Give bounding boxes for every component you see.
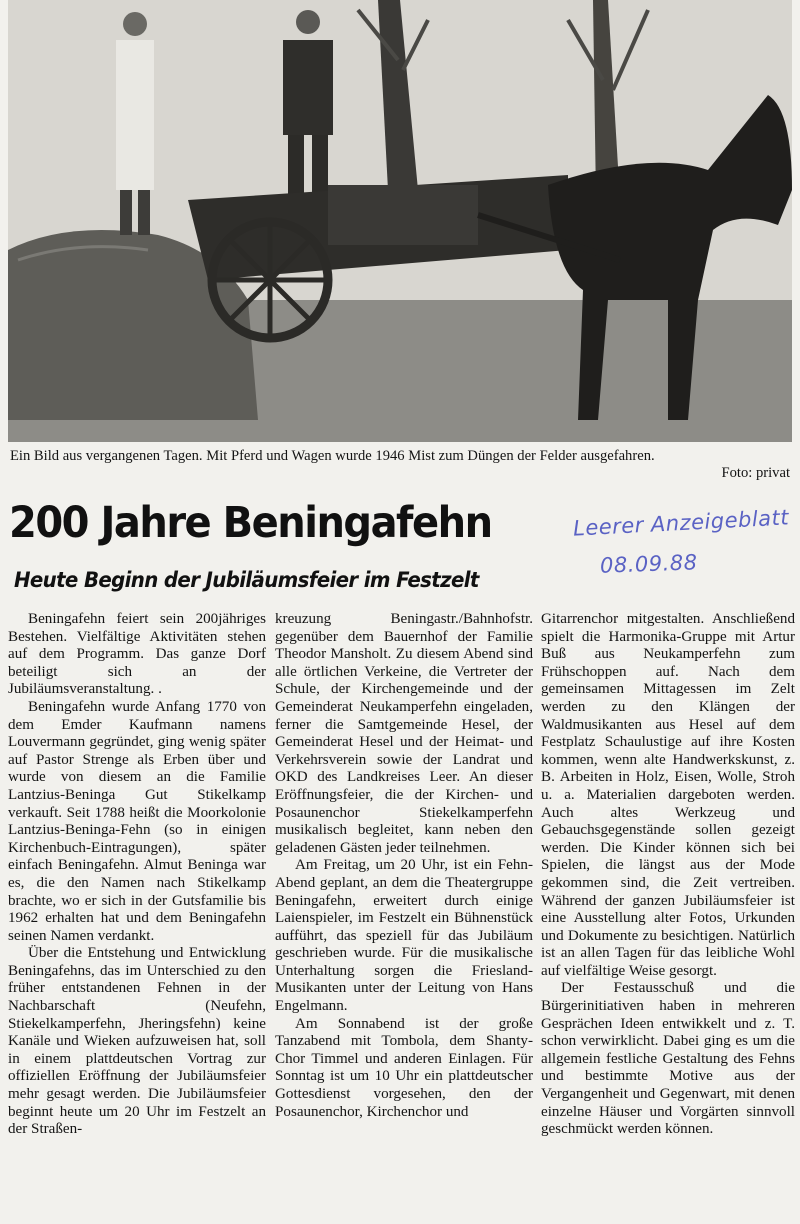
photo-credit: Foto: privat	[721, 465, 790, 481]
paragraph: Beningafehn feiert sein 200jähriges Bestehen. Vielfältige Aktivitäten stehen auf dem Programm. Das ganze Dorf beteiligt sich an der Jubiläumsveranstaltung. .	[8, 611, 266, 698]
paragraph: Der Festausschuß und die Bürgerinitiativen haben in mehreren Gesprächen Ideen entwikkelt und z. T. schon verwirklicht. Dabei ging es um die allgemein festliche Gestaltung des Fehns und bestimmte Motive aus der Vergangenheit und Gegenwart, mit denen einzelne Häuser und Vorgärten sinnvoll geschmückt werden können.	[541, 980, 795, 1138]
article-title: 200 Jahre Beningafehn	[9, 498, 492, 548]
paragraph: Über die Entstehung und Entwicklung Beningafehns, das im Unterschied zu den früher entstandenen Fehnen in der Nachbarschaft (Neufehn, Stiekelkamperfehn, Jheringsfehn) keine Kanäle und Wieken aufzuweisen hat, soll in einem plattdeutschen Vortrag zur offiziellen Eröffnung der Jubiläumsfeier mehr gesagt werden. Die Jubiläumsfeier beginnt heute um 20 Uhr im Festzelt an der Straßen-	[8, 945, 266, 1138]
paragraph: Gitarrenchor mitgestalten. Anschließend spielt die Harmonika-Gruppe mit Artur Buß aus Neukamperfehn zum Frühschoppen auf. Nach dem gemeinsamen Mittagessen im Zelt werden zu den Klängen der Waldmusikanten aus Hesel auf dem Festplatz Schaulustige auf ihre Kosten kommen, wenn alte Handwerkskunst, z. B. Arbeiten in Holz, Eisen, Wolle, Stroh u. a. Materialien dargeboten werden. Auch altes Werkzeug und Gebauchsgegenstände sollen gezeigt werden. Die Kinder können sich bei Spielen, die längst aus der Mode gekommen sind, die Zeit vertreiben. Während der ganzen Jubiläumsfeier ist eine Ausstellung alter Fotos, Urkunden und Dokumente zu besichtigen. Natürlich ist an allen Tagen für das leibliche Wohl auf vielfältige Weise gesorgt.	[541, 611, 795, 979]
photo-illustration	[8, 0, 792, 442]
historical-photo	[8, 0, 792, 442]
paragraph: Am Sonnabend ist der große Tanzabend mit Tombola, dem Shanty-Chor Timmel und anderen Einlagen. Für Sonntag ist um 10 Uhr ein plattdeutscher Gottesdienst vorgesehen, den der Posaunenchor, Kirchenchor und	[275, 1015, 533, 1120]
article-column-2	[275, 611, 533, 1121]
paragraph: kreuzung Beningastr./Bahnhofstr. gegenüber dem Bauernhof der Familie Theodor Mansholt. Zu diesem Abend sind alle örtlichen Verkeine, die Vertreter der Schule, der Kirchengemeinde und der Gemeinderat Neukamperfehn eingeladen, ferner die Samtgemeinde Hesel, der Gemeinderat Hesel und der Heimat- und Verkehrsverein sowie der Landrat und OKD des Landkreises Leer. An dieser Eröffnungsfeier, die der Kirchen- und Posaunenchor Stiekelkamperfehn musikalisch begleitet, kann neben den geladenen Gästen jeder teilnehmen.	[275, 611, 533, 856]
photo-caption: Ein Bild aus vergangenen Tagen. Mit Pferd und Wagen wurde 1946 Mist zum Düngen der Felder ausgefahren.	[10, 448, 655, 464]
article-subtitle: Heute Beginn der Jubiläumsfeier im Festzelt	[14, 568, 479, 593]
handwritten-source-note: Leerer Anzeigeblatt	[572, 505, 790, 541]
paragraph: Beningafehn wurde Anfang 1770 von dem Emder Kaufmann namens Louvermann gegründet, ging wenig später auf Pastor Strenge als Erben über und wurde von diesem an die Familie Lantzius-Beninga Gut Stikelkamp verkauft. Seit 1788 heißt die Moorkolonie Lantzius-Beninga-Fehn (so in einigen Kirchenbuch-Eintragungen), später einfach Beningafehn. Almut Beninga war es, die den Namen nach Stikelkamp brachte, wo er sich in der Gutsfamilie bis 1962 erhalten hat und dem Beningafehn seinen Namen verdankt.	[8, 698, 266, 944]
article-column-1	[8, 611, 266, 1139]
paragraph: Am Freitag, um 20 Uhr, ist ein Fehn-Abend geplant, an dem die Theatergruppe Beningafehn, erweitert durch einige Laienspieler, im Festzelt ein Bühnenstück aufführt, das speziell für das Jubiläum geschrieben wurde. Für die musikalische Unterhaltung sorgen die Friesland-Musikanten unter der Leitung von Hans Engelmann.	[275, 857, 533, 1015]
article-column-3	[541, 611, 795, 1139]
handwritten-date-note: 08.09.88	[599, 550, 698, 578]
